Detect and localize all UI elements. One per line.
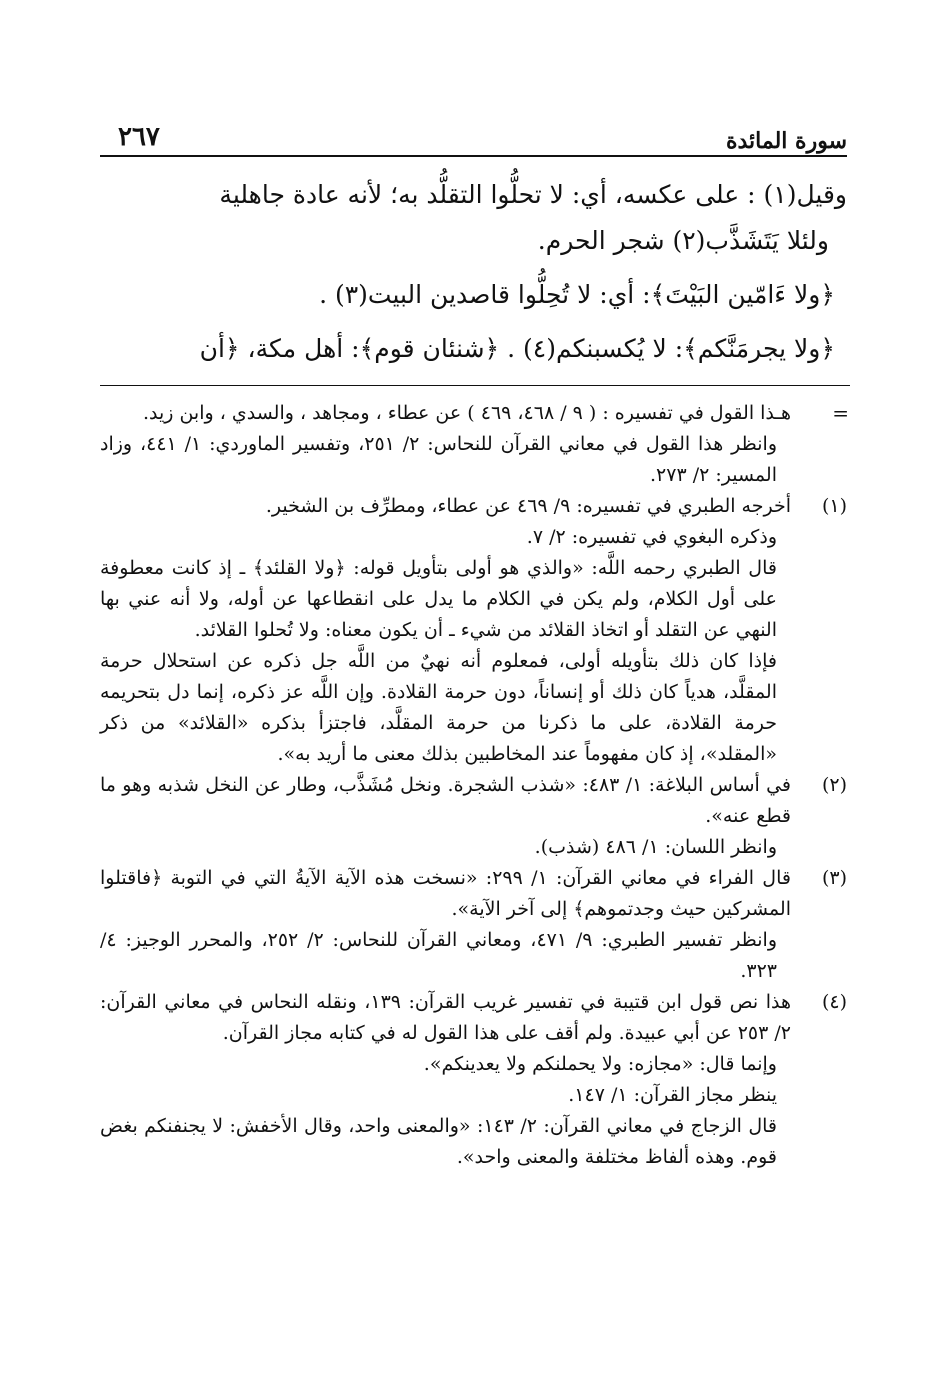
footnote-4	[100, 987, 847, 1173]
header-divider	[100, 155, 847, 157]
page-number: ٢٦٧	[118, 122, 160, 152]
footnotes	[100, 398, 847, 1173]
footnote-paragraph: وانظر تفسير الطبري: ٩/ ٤٧١، ومعاني القرآن للنحاس: ٢/ ٢٥٢، والمحرر الوجيز: ٤/ ٣٢٣.	[100, 929, 778, 982]
footnote-paragraph: قال الطبري رحمه اللَّه: «والذي هو أولى بتأويل قوله: ﴿ولا القلئد﴾ ـ إذ كانت معطوفة على أول الكلام، ولم يكن في الكلام ما يدل على انقطاعها عن أوله، ولا أنه عني بها النهي عن التقلد أو اتخاذ القلائد من شيء ـ أن يكون معناه: ولا تُحلوا القلائد.	[100, 557, 777, 641]
continuation-marker: =	[832, 401, 849, 425]
footnote-paragraph: قال الفراء في معاني القرآن: ١/ ٢٩٩: «نسخت هذه الآية الآيةُ التي في التوبة ﴿فاقتلوا المشركين حيث وجدتموهم﴾ إلى آخر الآية».	[100, 867, 791, 920]
footnote-paragraph: أخرجه الطبري في تفسيره: ٩/ ٤٦٩ عن عطاء، ومطرِّف بن الشخير.	[265, 495, 791, 517]
footnote-number: (٤)	[821, 991, 847, 1013]
footnote-paragraph: وإنما قال: «مجازه: ولا يحملنكم ولا يعدينكم».	[423, 1053, 777, 1075]
footnote-2	[100, 770, 847, 863]
verse-commentary-line: ﴿ولا ءَامّين البَيْتَ﴾: أي: لا تُحِلُّوا قاصدين البيت(٣) .	[319, 280, 835, 309]
footnote-number: (٣)	[821, 867, 847, 889]
footnote-paragraph: قال الزجاج في معاني القرآن: ٢/ ١٤٣: «والمعنى واحد، وقال الأخفش: لا يجنفنكم بغض قوم. وهذه ألفاظ مختلفة والمعنى واحد».	[100, 1115, 777, 1168]
main-text	[100, 172, 847, 372]
footnote-paragraph: وانظر هذا القول في معاني القرآن للنحاس: ٢/ ٢٥١، وتفسير الماوردي: ١/ ٤٤١، وزاد المسير: ٢/ ٢٧٣.	[100, 433, 777, 486]
footnote-paragraph: هذا نص قول ابن قتيبة في تفسير غريب القرآن: ١٣٩، ونقله النحاس في معاني القرآن: ٢/ ٢٥٣ عن أبي عبيدة. ولم أقف على هذا القول له في كتابه مجاز القرآن.	[100, 991, 791, 1044]
footnote-paragraph: في أساس البلاغة: ١/ ٤٨٣: «شذب الشجرة. ونخل مُشَذَّب، وطار عن النخل شذبه وهو ما قطع عنه».	[100, 774, 791, 827]
footnote-1	[100, 491, 847, 770]
page-header	[100, 118, 847, 158]
footnote-paragraph: وذكره البغوي في تفسيره: ٢/ ٧.	[526, 526, 777, 548]
verse-commentary-line: ﴿ولا يجرمَنَّكم﴾: لا يُكسبنكم(٤) . ﴿شنئان قوم﴾: أهل مكة، ﴿أن	[199, 334, 835, 363]
footnote-3	[100, 863, 847, 987]
footnote-paragraph: ينظر مجاز القرآن: ١/ ١٤٧.	[568, 1084, 777, 1106]
footnote-paragraph: هـذا القول في تفسيره : ( ٩ / ٤٦٨، ٤٦٩ ) عن عطاء ، ومجاهد ، والسدي ، وابن زيد.	[142, 402, 791, 424]
footnote-paragraph: وانظر اللسان: ١/ ٤٨٦ (شذب).	[534, 836, 777, 858]
surah-title: سورة المائدة	[725, 128, 847, 154]
footnote-continued	[100, 398, 847, 491]
footnote-number: (١)	[821, 495, 847, 517]
footnote-paragraph: فإذا كان ذلك بتأويله أولى، فمعلوم أنه نهيٌ من اللَّه جل ذكره عن استحلال حرمة المقلَّد، هدياً كان ذلك أو إنساناً، دون حرمة القلادة. وإن اللَّه عز ذكره، إنما دل بتحريمه حرمة القلادة، على ما ذكرنا من حرمة المقلَّد، فاجتزأ بذكره «القلائد» من ذكر «المقلد»، إذ كان مفهوماً عند المخاطبين بذلك معنى ما أريد به».	[100, 650, 777, 765]
main-text-line: ولئلا يَتَشَذَّب(٢) شجر الحرم.	[537, 226, 829, 255]
main-text-line: وقيل(١) : على عكسه، أي: لا تحلُّوا التقلُّد به؛ لأنه عادة جاهلية	[219, 180, 847, 209]
footnote-number: (٢)	[821, 774, 847, 796]
footnote-divider	[100, 385, 850, 386]
